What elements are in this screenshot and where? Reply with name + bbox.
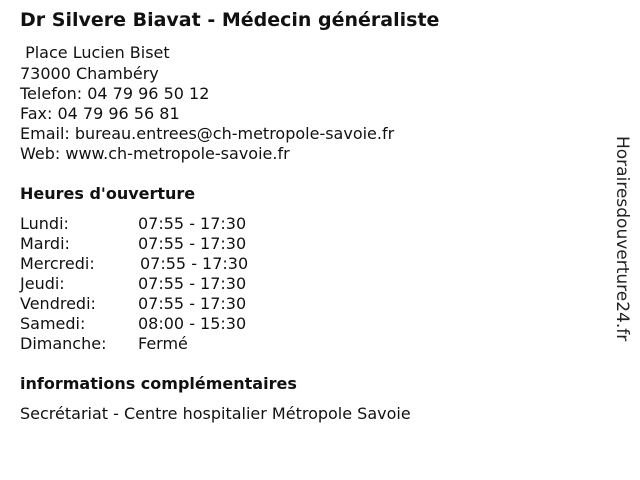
hours-row-monday [20, 214, 300, 234]
day-label: Mercredi: [20, 254, 95, 273]
page-title: Dr Silvere Biavat - Médecin généraliste [20, 9, 440, 31]
site-watermark: Horairesdouverture24.fr [612, 136, 632, 342]
time-range: 07:55 - 17:30 [138, 274, 247, 293]
opening-hours-heading: Heures d'ouverture [20, 184, 196, 203]
hours-row-wednesday [20, 254, 300, 274]
phone-number: Telefon: 04 79 96 50 12 [20, 84, 210, 103]
hours-row-sunday [20, 334, 300, 354]
day-label: Samedi: [20, 314, 86, 333]
hours-row-saturday [20, 314, 300, 334]
time-range: 07:55 - 17:30 [140, 254, 249, 273]
day-label: Vendredi: [20, 294, 96, 313]
additional-info-heading: informations complémentaires [20, 374, 297, 393]
time-range: 07:55 - 17:30 [138, 294, 247, 313]
additional-info-text: Secrétariat - Centre hospitalier Métropole Savoie [20, 404, 411, 423]
address-street: Place Lucien Biset [20, 43, 170, 62]
website-address: Web: www.ch-metropole-savoie.fr [20, 144, 290, 163]
email-address: Email: bureau.entrees@ch-metropole-savoie.fr [20, 124, 395, 143]
time-range: 07:55 - 17:30 [138, 234, 247, 253]
time-range: 08:00 - 15:30 [138, 314, 247, 333]
hours-row-friday [20, 294, 300, 314]
time-range: Fermé [138, 334, 188, 353]
hours-row-thursday [20, 274, 300, 294]
day-label: Mardi: [20, 234, 70, 253]
fax-number: Fax: 04 79 96 56 81 [20, 104, 180, 123]
address-city: 73000 Chambéry [20, 64, 159, 83]
hours-row-tuesday [20, 234, 300, 254]
time-range: 07:55 - 17:30 [138, 214, 247, 233]
day-label: Lundi: [20, 214, 69, 233]
day-label: Jeudi: [20, 274, 65, 293]
day-label: Dimanche: [20, 334, 107, 353]
